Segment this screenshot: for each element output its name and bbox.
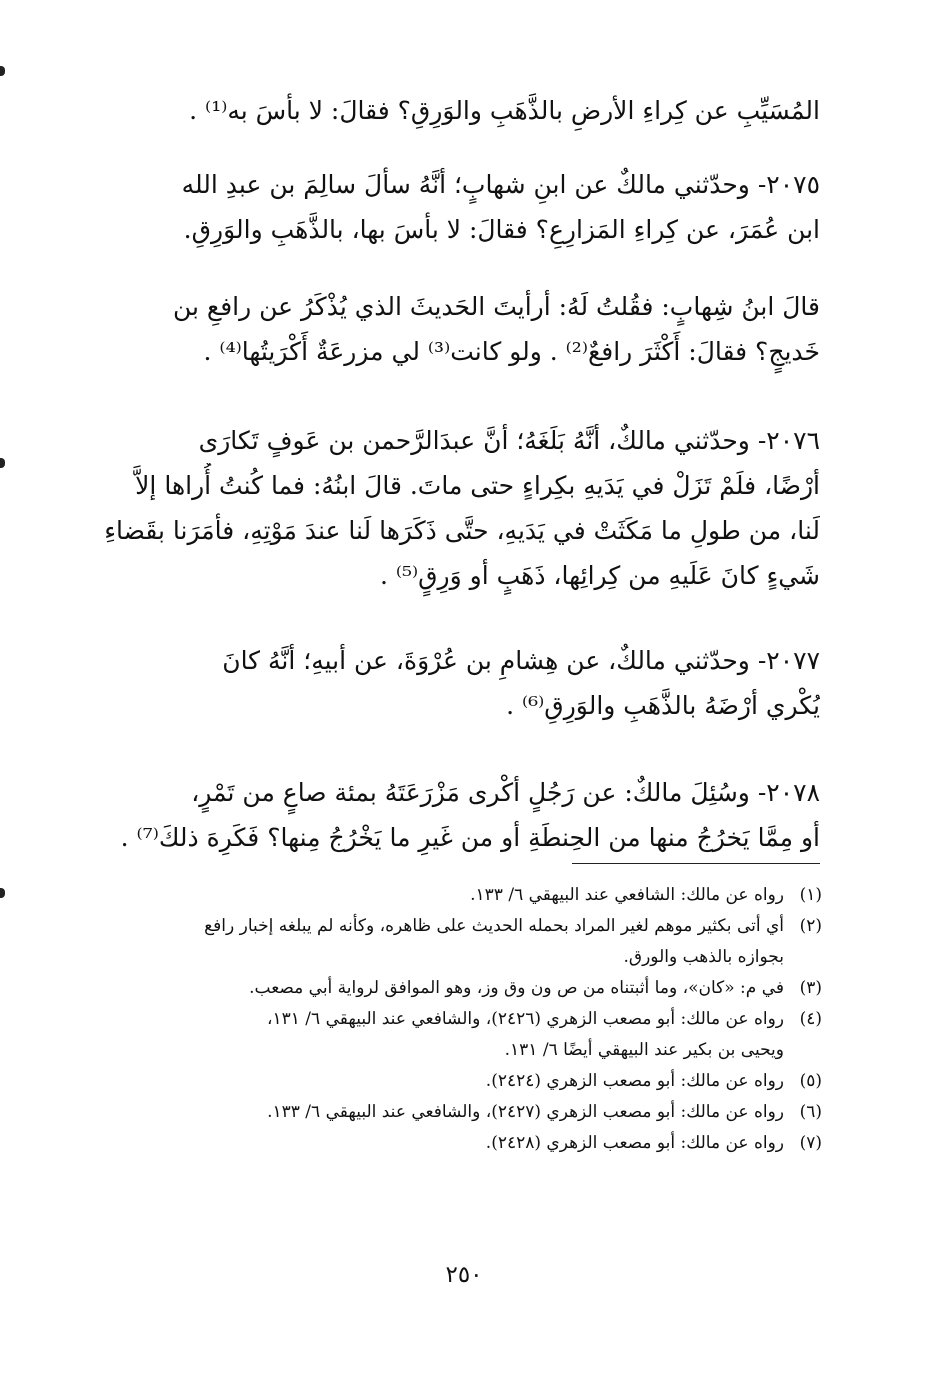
text-line: أو مِمَّا يَخرُجُ منها من الحِنطَةِ أو من غَيرِ ما يَخْرُجُ مِنها؟ فَكَرِهَ ذلكَ⁽⁷⁾ .: [120, 823, 820, 852]
footnote-4: [100, 1004, 822, 1066]
footnote-text: رواه عن مالك: الشافعي عند البيهقي ٦/ ١٣٣.: [470, 885, 784, 905]
footnote-text: رواه عن مالك: أبو مصعب الزهري (٢٤٢٨).: [485, 1133, 784, 1153]
footnote-text: رواه عن مالك: أبو مصعب الزهري (٢٤٢٦)، والشافعي عند البيهقي ٦/ ١٣١،: [267, 1009, 784, 1029]
footnote-5: [100, 1066, 822, 1097]
footnotes: [100, 880, 822, 1159]
footnote-number: (٢): [799, 916, 822, 936]
footnote-3: [100, 973, 822, 1004]
text-line: لَنا، من طولِ ما مَكَثَتْ في يَدَيهِ، حتَّى ذَكَرَها لَنا عندَ مَوْتِهِ، فأمَرَنا بقَضاءِ: [104, 516, 820, 545]
text-line: المُسَيِّبِ عن كِراءِ الأرضِ بالذَّهَبِ والوَرِقِ؟ فقالَ: لا بأسَ به⁽¹⁾ .: [189, 96, 820, 125]
text-line: ابن عُمَرَ، عن كِراءِ المَزارِعِ؟ فقالَ: لا بأسَ بها، بالذَّهَبِ والوَرِقِ.: [183, 215, 820, 244]
footnote-text: ويحيى بن بكير عند البيهقي أيضًا ٦/ ١٣١.: [504, 1040, 784, 1060]
footnote-1: [100, 880, 822, 911]
footnote-text: أي أتى بكثير موهم لغير المراد بحمله الحديث على ظاهره، وكأنه لم يبلغه إخبار رافع: [204, 916, 784, 936]
footnote-number: (٤): [799, 1009, 822, 1029]
footnote-number: (٦): [799, 1102, 822, 1122]
footnote-text: رواه عن مالك: أبو مصعب الزهري (٢٤٢٧)، والشافعي عند البيهقي ٦/ ١٣٣.: [267, 1102, 784, 1122]
text-line: ٢٠٧٥- وحدّثني مالكٌ عن ابنِ شهابٍ؛ أنَّهُ سألَ سالِمَ بن عبدِ الله: [181, 170, 820, 199]
footnote-text: بجوازه بالذهب والورق.: [623, 947, 784, 967]
binding-mark: [0, 888, 5, 898]
paragraph-2078: [100, 770, 820, 860]
text-line: أرْضًا، فلَمْ تَزَلْ في يَدَيهِ بكِراءٍ حتى ماتَ. قالَ ابنُهُ: فما كُنتُ أُراها إلاَّ: [135, 471, 820, 500]
paragraph-2077: [100, 638, 820, 728]
paragraph-ibn-shihab: [100, 284, 820, 374]
footnote-number: (٣): [799, 978, 822, 998]
binding-mark: [0, 66, 5, 76]
text-line: قالَ ابنُ شِهابٍ: فقُلتُ لَهُ: أرأيتَ الحَديثَ الذي يُذْكَرُ عن رافعِ بن: [172, 292, 820, 321]
footnote-7: [100, 1128, 822, 1159]
footnote-separator: [572, 863, 820, 864]
footnote-number: (٥): [799, 1071, 822, 1091]
footnote-number: (١): [799, 885, 822, 905]
text-line: ٢٠٧٦- وحدّثني مالكٌ، أنَّهُ بَلَغَهُ؛ أنَّ عبدَالرَّحمن بن عَوفٍ تَكارَى: [198, 426, 820, 455]
text-line: ٢٠٧٧- وحدّثني مالكٌ، عن هِشامِ بن عُرْوَةَ، عن أبيهِ؛ أنَّهُ كانَ: [222, 646, 820, 675]
paragraph-continuation: [100, 88, 820, 133]
footnote-text: رواه عن مالك: أبو مصعب الزهري (٢٤٢٤).: [485, 1071, 784, 1091]
paragraph-2076: [100, 418, 820, 598]
text-line: خَديجٍ؟ فقالَ: أَكْثَرَ رافعٌ⁽²⁾ . ولو كانت⁽³⁾ لي مزرعَةٌ أَكْرَيتُها⁽⁴⁾ .: [203, 337, 820, 366]
footnote-text: في م: «كان»، وما أثبتناه من ص ون وق وز، وهو الموافق لرواية أبي مصعب.: [249, 978, 784, 998]
text-line: شَيءٍ كانَ عَلَيهِ من كِرائِها، ذَهَبٍ أو وَرِقٍ⁽⁵⁾ .: [379, 561, 820, 590]
footnote-6: [100, 1097, 822, 1128]
paragraph-2075: [100, 162, 820, 252]
footnote-2: [100, 911, 822, 973]
text-line: ٢٠٧٨- وسُئِلَ مالكٌ: عن رَجُلٍ أكْرى مَزْرَعَتَهُ بمئة صاعٍ من تَمْرٍ،: [191, 778, 820, 807]
text-line: يُكْري أرْضَهُ بالذَّهَبِ والوَرِقِ⁽⁶⁾ .: [506, 691, 820, 720]
footnote-number: (٧): [799, 1133, 822, 1153]
page-number: ٢٥٠: [445, 1262, 483, 1288]
binding-mark: [0, 458, 5, 468]
